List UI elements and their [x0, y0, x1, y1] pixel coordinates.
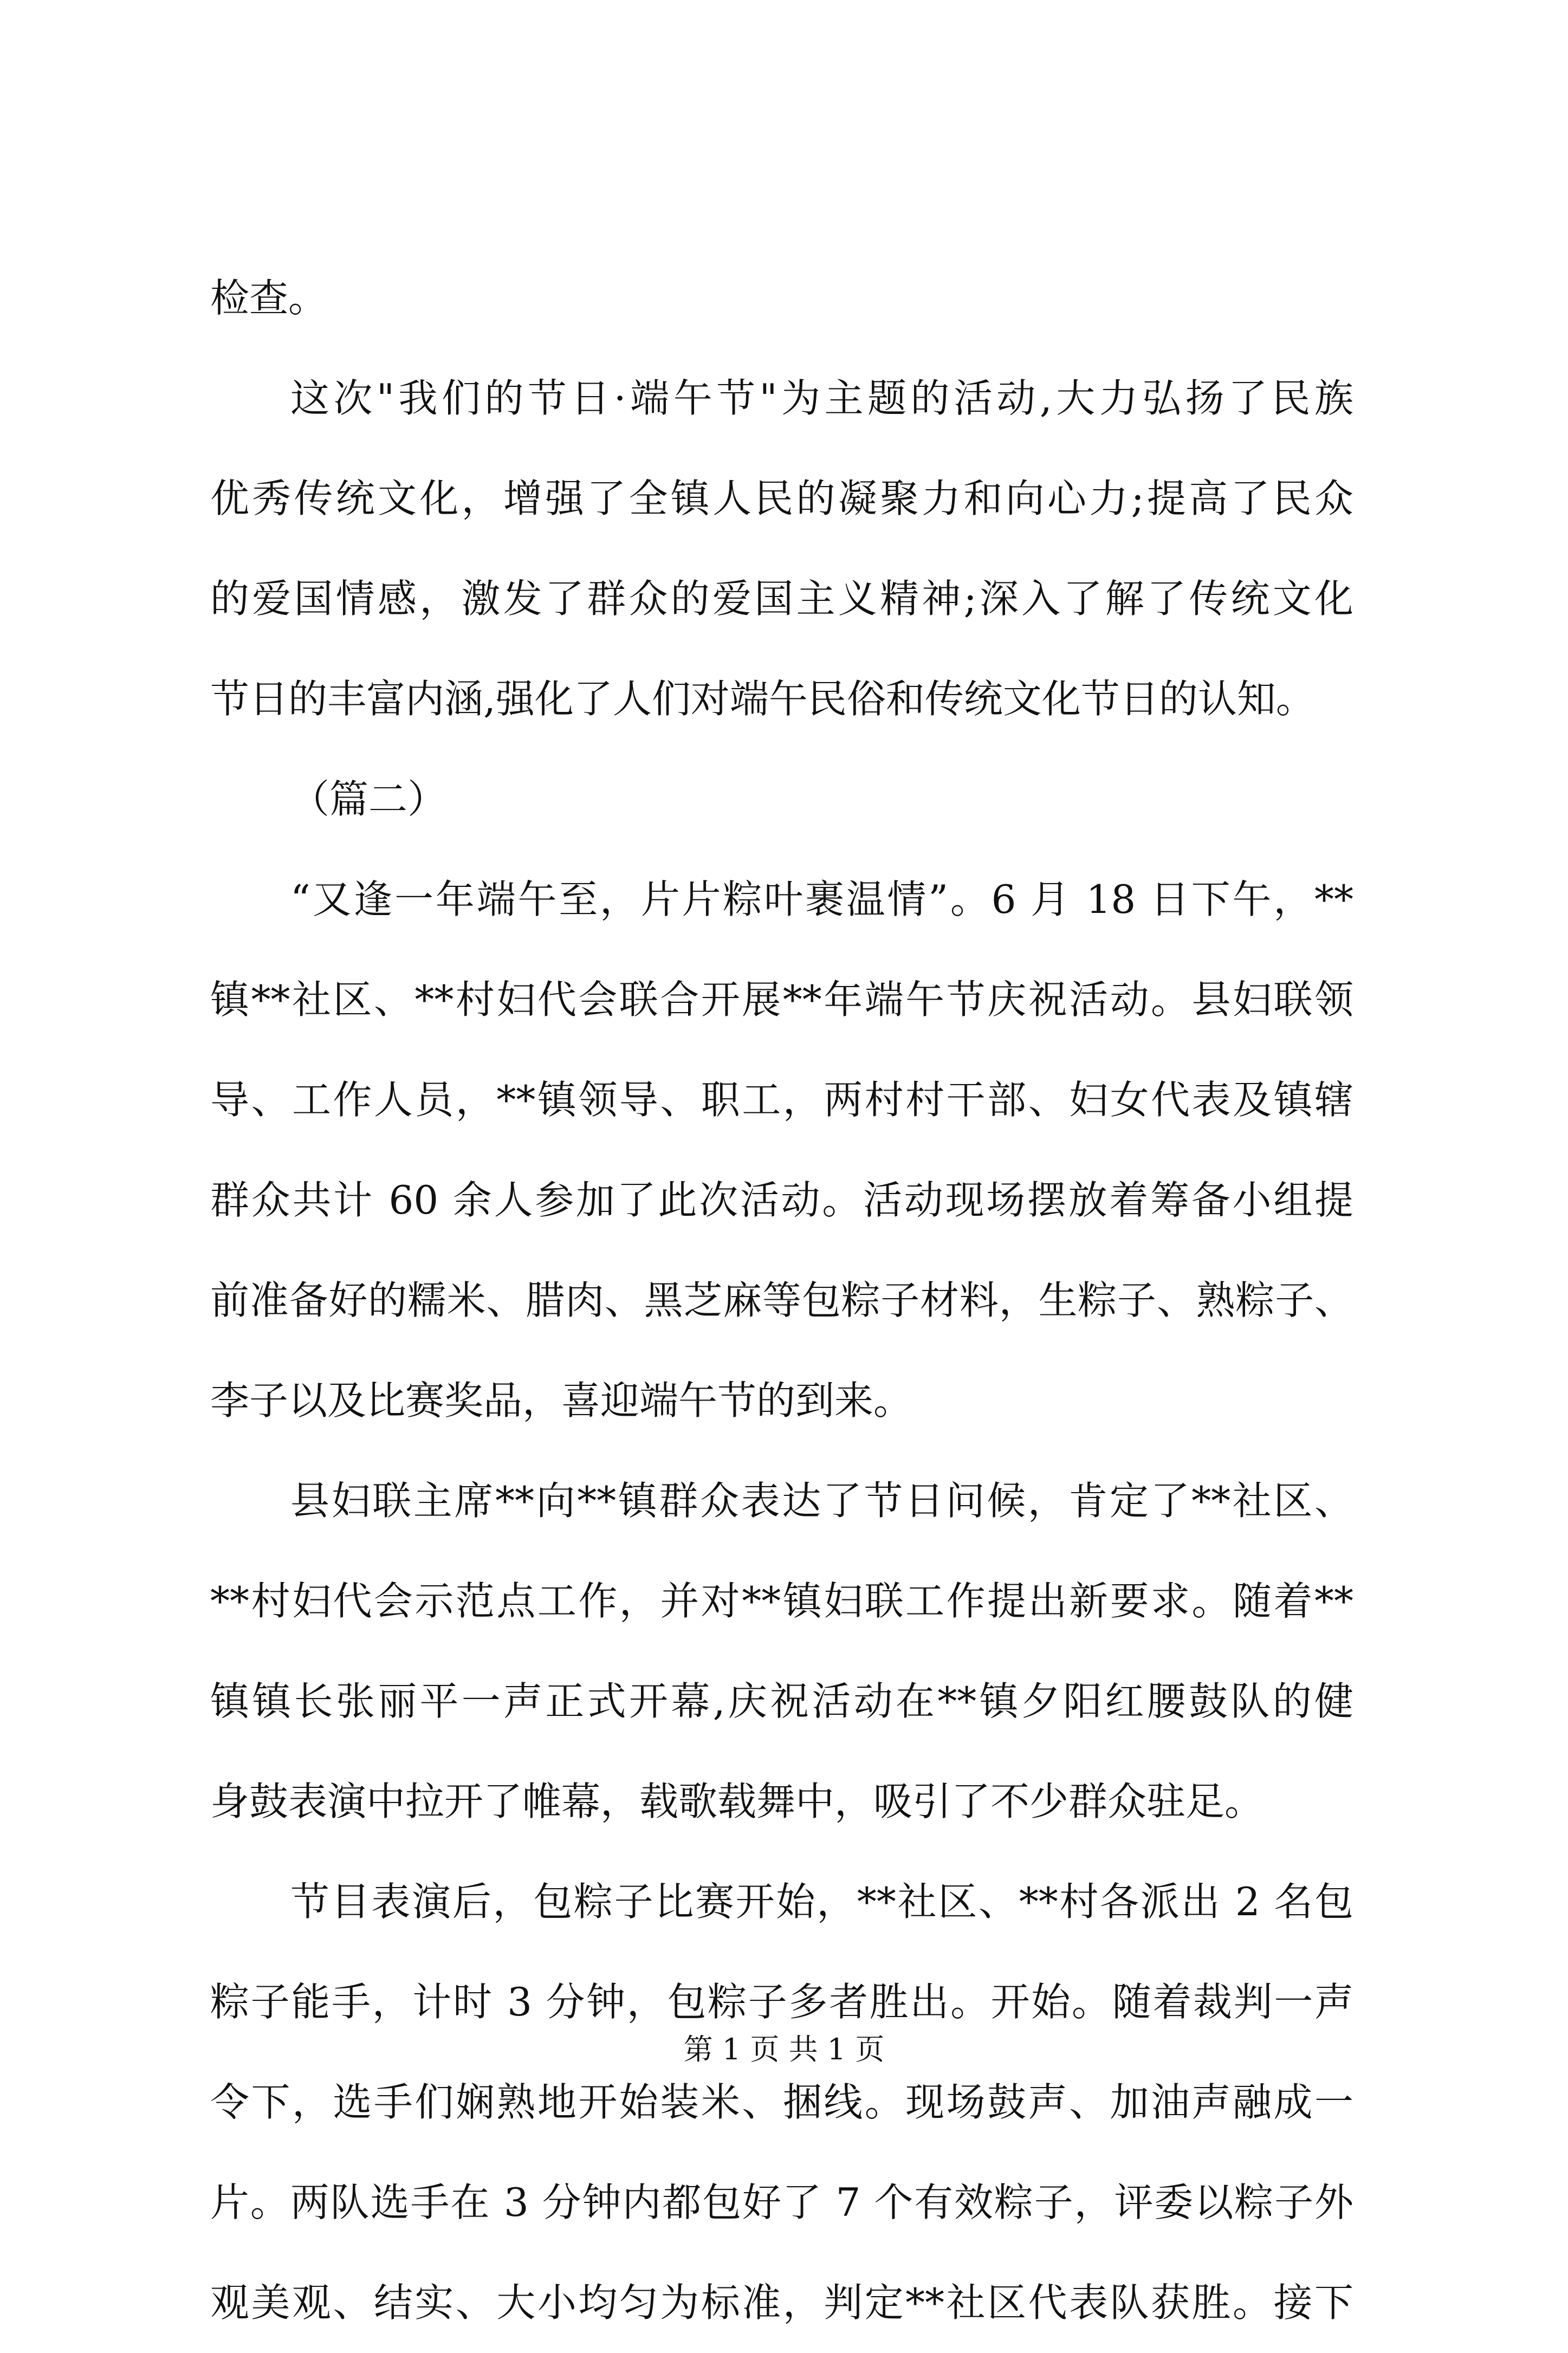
- text-line: 群众共计 60 余人参加了此次活动。活动现场摆放着筹备小组提: [210, 1177, 1353, 1223]
- text-line: 片。两队选手在 3 分钟内都包好了 7 个有效粽子，评委以粽子外: [210, 2180, 1353, 2225]
- text-line: 节日的丰富内涵,强化了人们对端午民俗和传统文化节日的认知。: [210, 676, 1315, 722]
- text-line: 检查。: [210, 275, 328, 321]
- text-line: 身鼓表演中拉开了帷幕，载歌载舞中，吸引了不少群众驻足。: [210, 1779, 1264, 1824]
- page-footer: 第 1 页 共 1 页: [683, 2032, 885, 2066]
- paragraph-start-line: 节目表演后，包粽子比赛开始，**社区、**村各派出 2 名包: [290, 1879, 1353, 1924]
- text-line: 粽子能手，计时 3 分钟，包粽子多者胜出。开始。随着裁判一声: [210, 1979, 1353, 2025]
- text-line: 导、工作人员，**镇领导、职工，两村村干部、妇女代表及镇辖: [210, 1077, 1353, 1123]
- paragraph-start-line: “又逢一年端午至，片片粽叶裹温情”。6 月 18 日下午，**: [290, 877, 1353, 922]
- text-line: 令下，选手们娴熟地开始装米、捆线。现场鼓声、加油声融成一: [210, 2079, 1353, 2125]
- text-line: 镇**社区、**村妇代会联合开展**年端午节庆祝活动。县妇联领: [210, 977, 1353, 1022]
- text-line: **村妇代会示范点工作，并对**镇妇联工作提出新要求。随着**: [210, 1578, 1353, 1624]
- text-line: 观美观、结实、大小均匀为标准，判定**社区代表队获胜。接下: [210, 2280, 1353, 2325]
- text-line: 的爱国情感，激发了群众的爱国主义精神;深入了解了传统文化: [210, 576, 1353, 621]
- text-line: 优秀传统文化，增强了全镇人民的凝聚力和向心力;提高了民众: [210, 476, 1353, 521]
- text-line: 镇镇长张丽平一声正式开幕,庆祝活动在**镇夕阳红腰鼓队的健: [210, 1678, 1353, 1724]
- paragraph-start-line: 县妇联主席**向**镇群众表达了节日问候，肯定了**社区、: [290, 1478, 1353, 1524]
- text-line: 前准备好的糯米、腊肉、黑芝麻等包粽子材料，生粽子、熟粽子、: [210, 1278, 1353, 1323]
- paragraph-start-line: 这次"我们的节日·端午节"为主题的活动,大力弘扬了民族: [290, 375, 1353, 421]
- section-heading: （篇二）: [290, 776, 447, 822]
- text-line: 李子以及比赛奖品，喜迎端午节的到来。: [210, 1378, 913, 1423]
